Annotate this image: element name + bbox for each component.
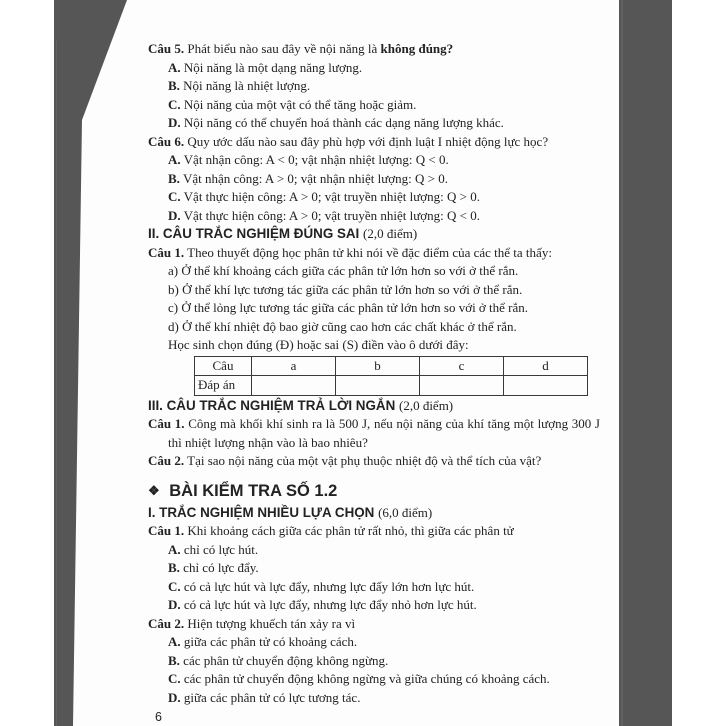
mc2-text: Hiện tượng khuếch tán xảy ra vì <box>187 615 356 631</box>
tf1-item-b-text: Ở thể khí lực tương tác giữa các phân tử lớn hơn so với ở thể rắn. <box>182 281 523 297</box>
mc1-option-b <box>148 559 600 578</box>
mc1-label: Câu 1. <box>148 523 185 538</box>
tf1-item-b-label: b) <box>168 281 179 297</box>
page-stack-edge-left <box>56 40 57 726</box>
q6-option-a <box>148 151 600 170</box>
short-answer-question-2 <box>148 452 600 471</box>
q5-option-b-label: B. <box>168 78 180 93</box>
mc2-option-b-text: các phân tử chuyển động không ngừng. <box>183 652 389 668</box>
q6-option-d-text: Vật thực hiện công: A > 0; vật truyền nhiệt lượng: Q < 0. <box>183 207 480 223</box>
q6-option-c-text: Vật thực hiện công: A > 0; vật truyền nhiệt lượng: Q > 0. <box>183 189 480 204</box>
mc2-option-c <box>148 670 600 689</box>
answer-table-answer-row <box>195 376 588 396</box>
q6-option-d-label: D. <box>168 207 181 223</box>
mc2-label: Câu 2. <box>148 615 185 631</box>
tf1-item-b <box>148 281 600 300</box>
mc2-option-c-label: C. <box>168 671 181 686</box>
mc2-option-a-text: giữa các phân tử có khoảng cách. <box>183 634 358 649</box>
tf1-item-d-text: Ở thể khí nhiệt độ bao giờ cũng cao hơn các chất khác ở thể rắn. <box>182 318 517 334</box>
q5-option-d-text: Nội năng có thể chuyển hoá thành các dạng năng lượng khác. <box>183 115 504 130</box>
answer-table-header-c: c <box>420 356 504 376</box>
q6-option-b <box>148 170 600 189</box>
answer-table-header-row <box>195 356 588 376</box>
tf1-item-c-text: Ở thể lỏng lực tương tác giữa các phân tử lớn hơn so với ở thể rắn. <box>181 300 529 315</box>
tf1-item-a-text: Ở thể khí khoảng cách giữa các phân tử lớn hơn so với ở thể rắn. <box>181 263 519 278</box>
q5-option-c-text: Nội năng của một vật có thể tăng hoặc giảm. <box>183 96 417 112</box>
diamond-bullet-icon: ❖ <box>148 482 160 498</box>
mc2-option-d-text: giữa các phân tử có lực tương tác. <box>183 689 361 705</box>
section-3-header <box>148 397 600 416</box>
mc2-option-a-label: A. <box>168 634 181 649</box>
q5-option-c <box>148 96 600 115</box>
section-2-title: II. CÂU TRẮC NGHIỆM ĐÚNG SAI <box>148 226 360 241</box>
mc2-option-d <box>148 689 600 708</box>
question-5-text: Phát biểu nào sau đây về nội năng là <box>187 41 378 56</box>
mc1-option-a <box>148 541 600 560</box>
tf1-item-d <box>148 318 600 337</box>
mc1-option-c <box>148 578 600 597</box>
q5-option-d <box>148 114 600 133</box>
question-5-label: Câu 5. <box>148 41 185 56</box>
mc2-option-c-text: các phân tử chuyển động không ngừng và giữa chúng có khoảng cách. <box>183 671 550 686</box>
answer-row-label: Đáp án <box>195 376 252 396</box>
q6-option-a-label: A. <box>168 152 181 167</box>
question-5 <box>148 40 600 59</box>
sa1-label: Câu 1. <box>148 416 185 431</box>
tf1-text: Theo thuyết động học phân tử khi nói về đặc điểm của các thể ta thấy: <box>187 244 552 260</box>
mc-question-1 <box>148 522 600 541</box>
mc1-option-d-text: có cả lực hút và lực đẩy, nhưng lực đẩy nhỏ hơn lực hút. <box>183 597 477 612</box>
mc1-option-a-text: chỉ có lực hút. <box>183 541 259 557</box>
answer-cell-c <box>420 376 504 396</box>
sa2-text: Tại sao nội năng của một vật phụ thuộc nhiệt độ và thể tích của vật? <box>187 453 542 468</box>
tf1-label: Câu 1. <box>148 244 185 260</box>
q5-option-a <box>148 59 600 78</box>
tf1-item-d-label: d) <box>168 318 179 334</box>
mc1-option-b-text: chỉ có lực đẩy. <box>183 560 259 575</box>
mc1-option-b-label: B. <box>168 560 180 575</box>
mc1-option-d-label: D. <box>168 597 181 612</box>
question-6-text: Quy ước dấu nào sau đây phù hợp với định luật I nhiệt động lực học? <box>187 133 549 149</box>
section-1b-title: I. TRẮC NGHIỆM NHIỀU LỰA CHỌN <box>148 504 375 520</box>
q6-option-d <box>148 207 600 226</box>
sa2-label: Câu 2. <box>148 453 185 468</box>
q5-option-d-label: D. <box>168 115 181 130</box>
short-answer-question-1 <box>148 415 600 452</box>
mc1-text: Khi khoảng cách giữa các phân tử rất nhỏ, thì giữa các phân tử <box>187 523 514 538</box>
question-6 <box>148 133 600 152</box>
q6-option-a-text: Vật nhận công: A < 0; vật nhận nhiệt lượng: Q < 0. <box>183 152 449 167</box>
answer-table <box>194 356 588 396</box>
section-3-title: III. CÂU TRẮC NGHIỆM TRẢ LỜI NGẮN <box>148 397 396 413</box>
page-number: 6 <box>155 710 162 724</box>
q5-option-b <box>148 77 600 96</box>
answer-table-header-d: d <box>504 356 588 376</box>
sa1-text: Công mà khối khí sinh ra là 500 J, nếu nội năng của khí tăng một lượng 300 J thì nhiệt lượng nhận vào là bao nhiêu? <box>168 416 600 450</box>
test-1-2-title: BÀI KIỂM TRA SỐ 1.2 <box>169 481 338 500</box>
answer-cell-a <box>252 376 336 396</box>
mc2-option-b-label: B. <box>168 652 180 668</box>
mc1-option-d <box>148 596 600 615</box>
photo-background <box>54 0 672 726</box>
q6-option-b-label: B. <box>168 170 180 186</box>
answer-cell-d <box>504 376 588 396</box>
q6-option-b-text: Vật nhận công: A > 0; vật nhận nhiệt lượng: Q > 0. <box>182 170 449 186</box>
mc-question-2 <box>148 615 600 634</box>
section-1b-header <box>148 504 600 523</box>
truefalse-question-1 <box>148 244 600 263</box>
answer-table-header-b: b <box>336 356 420 376</box>
q5-option-b-text: Nội năng là nhiệt lượng. <box>183 78 311 93</box>
page-stack-edge-right <box>621 0 623 726</box>
section-1b-points: (6,0 điểm) <box>378 504 433 520</box>
q6-option-c <box>148 188 600 207</box>
mc2-option-a <box>148 633 600 652</box>
mc1-option-c-label: C. <box>168 578 181 594</box>
section-3-points: (2,0 điểm) <box>398 397 454 413</box>
question-5-bold-tail: không đúng? <box>380 41 454 56</box>
q5-option-c-label: C. <box>168 96 181 112</box>
q6-option-c-label: C. <box>168 189 181 204</box>
section-2-header <box>148 225 600 244</box>
q5-option-a-text: Nội năng là một dạng năng lượng. <box>183 59 363 75</box>
mc2-option-b <box>148 652 600 671</box>
answer-table-header-a: a <box>252 356 336 376</box>
question-6-label: Câu 6. <box>148 133 185 149</box>
q5-option-a-label: A. <box>168 59 181 75</box>
answer-table-header-cau: Câu <box>195 356 252 376</box>
tf1-item-a <box>148 262 600 281</box>
tf1-item-c-label: c) <box>168 300 179 315</box>
mc2-option-d-label: D. <box>168 689 181 705</box>
page-content <box>148 40 600 724</box>
tf1-note: Học sinh chọn đúng (Đ) hoặc sai (S) điền vào ô dưới đây: <box>168 337 469 352</box>
tf1-item-a-label: a) <box>168 263 179 278</box>
mc1-option-c-text: có cả lực hút và lực đẩy, nhưng lực đẩy lớn hơn lực hút. <box>183 578 475 594</box>
answer-cell-b <box>336 376 420 396</box>
section-2-points: (2,0 điểm) <box>363 226 418 241</box>
tf1-item-c <box>148 299 600 318</box>
test-1-2-heading <box>148 479 600 504</box>
mc1-option-a-label: A. <box>168 541 181 557</box>
